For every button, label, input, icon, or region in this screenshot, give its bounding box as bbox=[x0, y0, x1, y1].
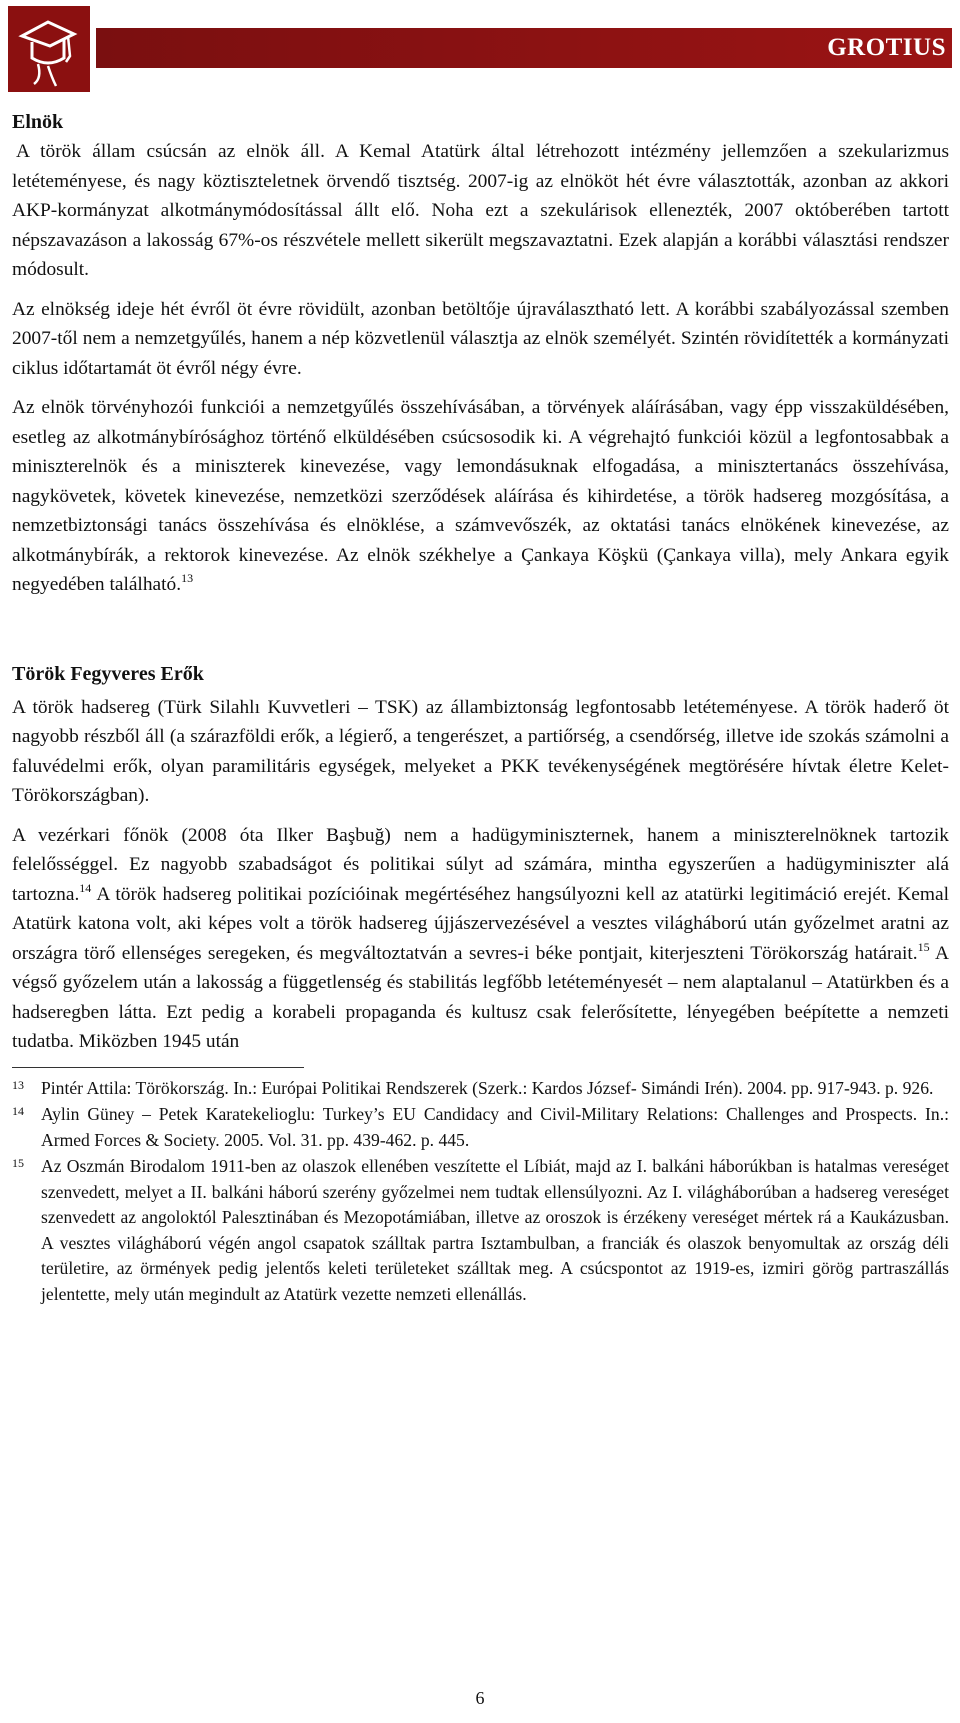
section-heading-tsk: Török Fegyveres Erők bbox=[12, 662, 204, 685]
paragraph: A török hadsereg (Türk Silahlı Kuvvetleri – TSK) az állambiztonság legfontosabb letéteményese. A török haderő öt nagyobb részből áll (a szárazföldi erők, a légierő, a tengerészet, a partiőrség, a csendőrség, illetve ide szokás számolni a faluvédelmi erők, olyan paramilitáris egységek, melyeket a PKK tevékenységének megtörésére hívtak életre Kelet-Törökországban). bbox=[12, 696, 949, 806]
footnote-text: Az Oszmán Birodalom 1911-ben az olaszok ellenében veszítette el Líbiát, majd az I. balkáni háborúkban is hatalmas vereséget szenvedett, melyet a II. balkáni háború szerény győzelmei nem tudtak ellensúlyozni. Az I. világháborúban a hadsereg vereséget szenvedett az angoloktól Palesztinában és Mezopotámiában, illetve az oroszok is érzékeny vereséget mértek rá a Kaukázusban. A vesztes világháború végén angol csapatok szálltak partra Isztambulban, a franciák és olaszok benyomultak az ország déli területire, az örmények pedig jelentős keleti területeket szálltak meg. A csúcspontot az 1919-es, izmiri görög partraszállás jelentette, mely után megindult az Atatürk vezette nemzeti ellenállás. bbox=[41, 1156, 949, 1304]
paragraph-text: A vezérkari főnök (2008 óta Ilker Başbuğ) nem a hadügyminiszternek, hanem a miniszterelnöknek tartozik felelősséggel. Ez nagyobb szabadságot és politikai súlyt ad számára, mintha egyszerűen a hadügyminiszter alá tartozna. bbox=[12, 824, 949, 905]
paragraph-text: A török hadsereg politikai pozícióinak megértéséhez hangsúlyozni kell az atatürki legitimáció erejét. Kemal Atatürk katona volt, aki képes volt a török hadsereg újjászervezésével a vesztes világháború után győzelmet aratni az országra törő ellenséges seregeken, és megváltoztatván a sevres-i béke pontjait, kiterjeszteni Törökország határait. bbox=[12, 883, 949, 964]
graduation-cap-icon bbox=[8, 6, 90, 92]
footnote-number: 13 bbox=[12, 1077, 24, 1092]
paragraph-text: Az elnök törvényhozói funkciói a nemzetgyűlés összehívásában, a törvények aláírásában, vagy épp visszaküldésében, esetleg az alkotmánybírósághoz történő elküldésében csúcsosodik ki. A végrehajtó funkciói közül a legfontosabbak a miniszterelnök és a miniszterek kinevezése, vagy lemondásuknak elfogadása, a minisztertanács összehívása, nagykövetek, követek kinevezése, nemzetközi szerződések aláírása és kihirdetése, a török hadsereg mozgósítása, a nemzetbiztonsági tanács összehívása és elnöklése, a számvevőszék, az oktatási tanács elnökének kinevezése, az alkotmánybírák, a rektorok kinevezése. Az elnök székhelye a Çankaya Köşkü (Çankaya villa), mely Ankara egyik negyedében található. bbox=[12, 397, 949, 595]
footnote-divider bbox=[12, 1067, 304, 1068]
brand-name: GROTIUS bbox=[827, 34, 946, 61]
document-body bbox=[12, 108, 949, 1308]
footnote-ref: 15 bbox=[917, 939, 930, 954]
footnote-ref: 13 bbox=[181, 571, 194, 585]
paragraph: A török állam csúcsán az elnök áll. A Kemal Atatürk által létrehozott intézmény jellemzően a szekularizmus letéteményese, és nagy köztiszteletnek örvendő tisztség. 2007-ig az elnököt hét évre választották, azonban az akkori AKP-kormányzat alkotmánymódosítással állt elő. Noha ezt a szekulárisok ellenezték, 2007 októberében tartott népszavazáson a lakosság 67%-os részvétele mellett sikerült megszavaztatni. Ezek alapján a korábbi választási rendszer módosult. bbox=[12, 141, 949, 280]
footnote bbox=[12, 1076, 949, 1102]
footnote bbox=[12, 1102, 949, 1153]
footnote bbox=[12, 1154, 949, 1307]
footnote-number: 15 bbox=[12, 1156, 24, 1170]
page-header bbox=[8, 6, 952, 94]
paragraph-text: A végső győzelem után a lakosság a függetlenség és stabilitás legfőbb letéteményesét – nem alaptalanul – Atatürkben és a hadseregben látta. Ezt pedig a korabeli propaganda és kultusz csak felerősítette, lényegében beépítette a nemzeti tudatba. Miközben 1945 után bbox=[12, 942, 950, 1052]
header-band bbox=[96, 28, 952, 68]
footnote-number: 14 bbox=[12, 1104, 24, 1118]
section-heading-elnok: Elnök bbox=[12, 111, 64, 133]
grotius-logo bbox=[8, 6, 90, 92]
footnote-ref: 14 bbox=[79, 880, 92, 895]
footnote-text: Aylin Güney – Petek Karatekelioglu: Turkey’s EU Candidacy and Civil-Military Relations: Challenges and Prospects. In.: Armed Forces & Society. 2005. Vol. 31. pp. 439-462. p. 445. bbox=[41, 1104, 949, 1150]
paragraph bbox=[12, 821, 949, 1057]
footnote-text: Pintér Attila: Törökország. In.: Európai Politikai Rendszerek (Szerk.: Kardos József- Simándi Irén). 2004. pp. 917-943. p. 926. bbox=[41, 1077, 934, 1098]
paragraph: Az elnökség ideje hét évről öt évre rövidült, azonban betöltője újraválasztható lett. A korábbi szabályozással szemben 2007-től nem a nemzetgyűlés, hanem a nép közvetlenül választja az elnök személyét. Szintén rövidítették a kormányzati ciklus időtartamát öt évről négy évre. bbox=[12, 298, 949, 379]
page-number: 6 bbox=[475, 1688, 485, 1708]
paragraph bbox=[12, 393, 949, 600]
